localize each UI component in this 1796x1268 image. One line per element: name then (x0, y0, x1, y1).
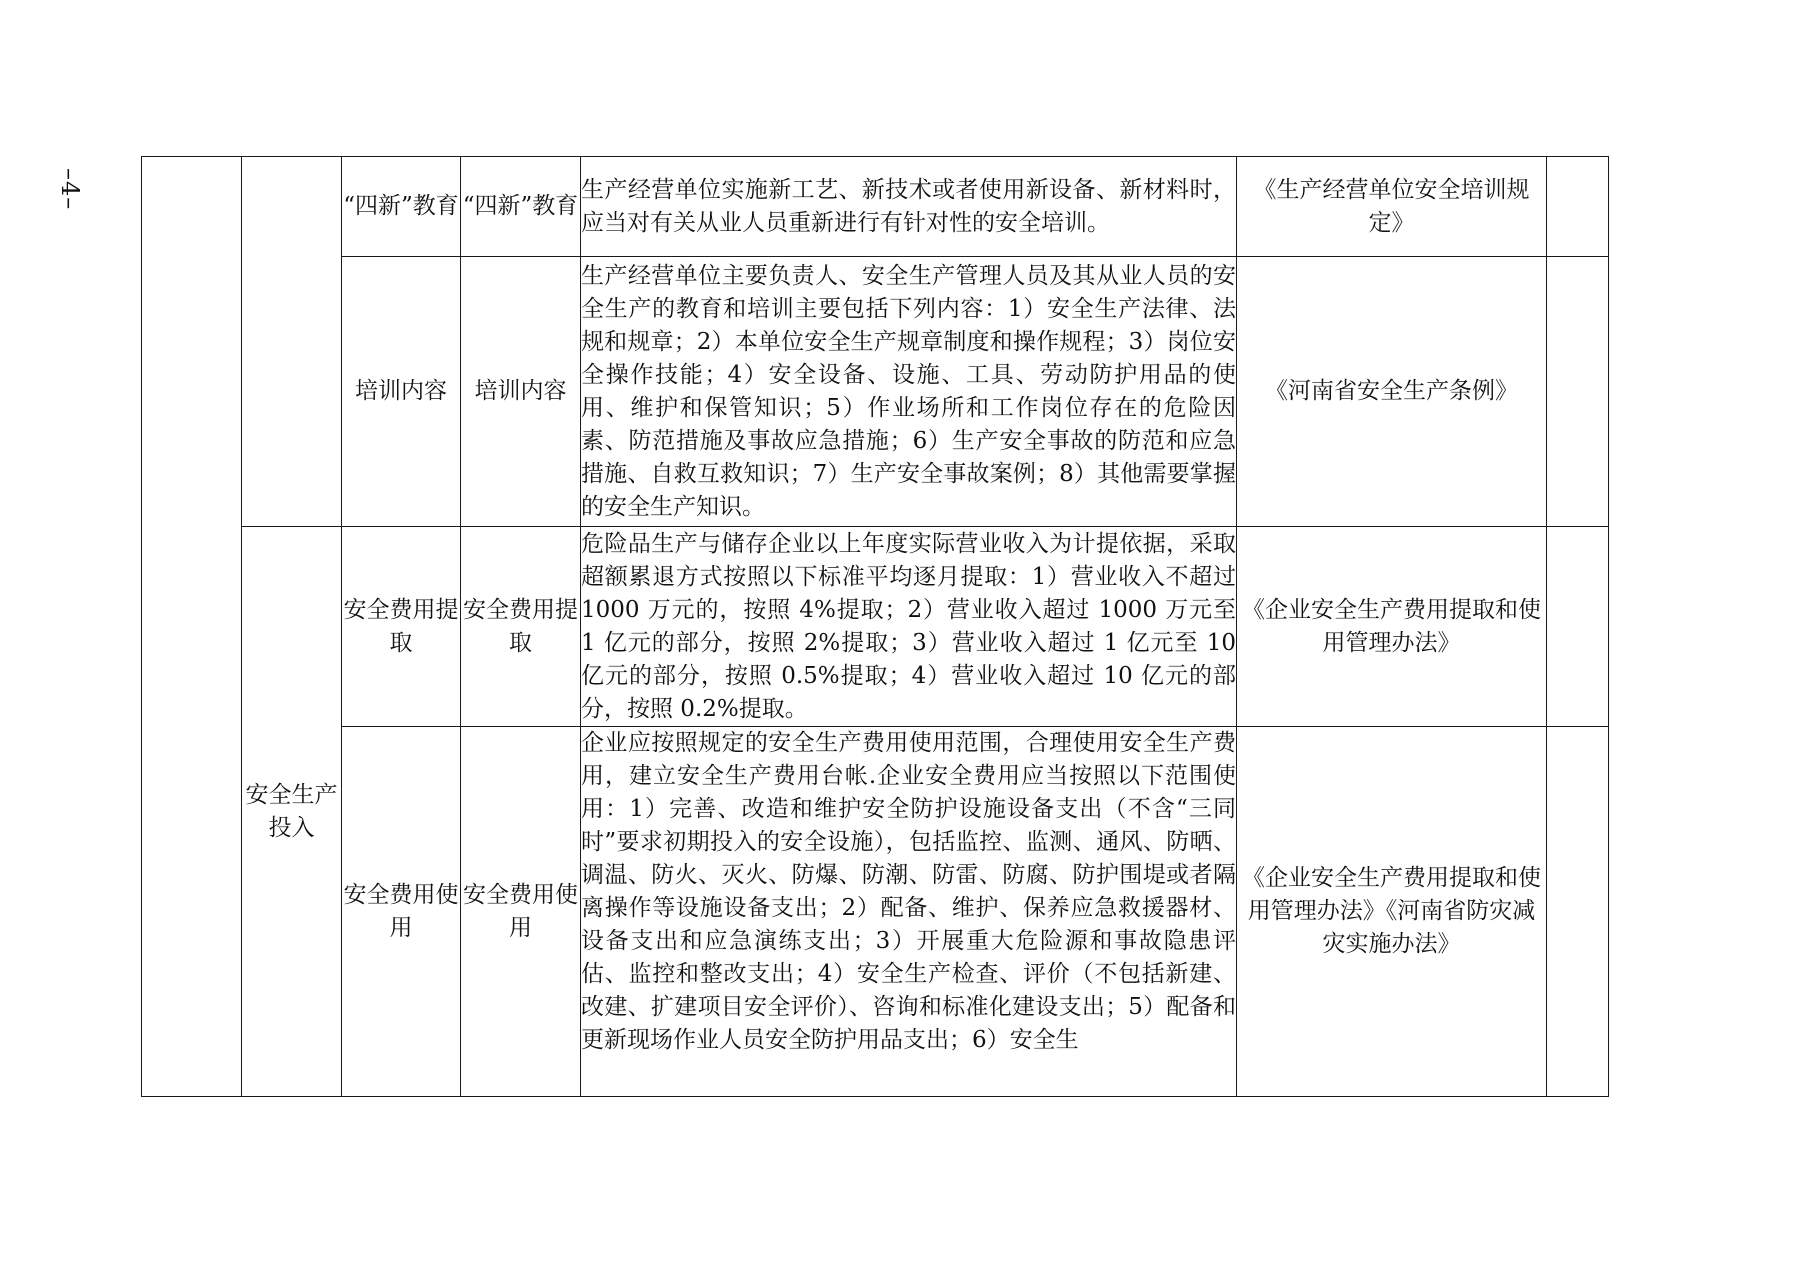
table-row (142, 257, 1609, 527)
table-row (142, 527, 1609, 727)
source-cell: 《生产经营单位安全培训规定》 (1237, 157, 1547, 257)
table-row (142, 727, 1609, 1097)
content-cell: 生产经营单位主要负责人、安全生产管理人员及其从业人员的安全生产的教育和培训主要包括下列内容：1）安全生产法律、法规和规章；2）本单位安全生产规章制度和操作规程；3）岗位安全操作技能；4）安全设备、设施、工具、劳动防护用品的使用、维护和保管知识；5）作业场所和工作岗位存在的危险因素、防范措施及事故应急措施；6）生产安全事故的防范和应急措施、自救互救知识；7）生产安全事故案例；8）其他需要掌握的安全生产知识。 (581, 257, 1237, 527)
remark-cell (1547, 257, 1609, 527)
remark-cell (1547, 527, 1609, 727)
remark-cell (1547, 157, 1609, 257)
sub-item-cell: “四新”教育 (461, 157, 581, 257)
item-cell: 安全费用提取 (342, 527, 461, 727)
table-row (142, 157, 1609, 257)
item-cell: 培训内容 (342, 257, 461, 527)
remark-cell (1547, 727, 1609, 1097)
page-number: –4– (56, 168, 84, 211)
sub-item-cell: 安全费用提取 (461, 527, 581, 727)
category-cell: 安全生产投入 (242, 527, 342, 1097)
category-cell (242, 157, 342, 527)
sub-item-cell: 培训内容 (461, 257, 581, 527)
item-cell: 安全费用使用 (342, 727, 461, 1097)
source-cell: 《河南省安全生产条例》 (1237, 257, 1547, 527)
regulation-table (141, 156, 1609, 1097)
content-text: 企业应按照规定的安全生产费用使用范围，合理使用安全生产费用，建立安全生产费用台帐.企业安全费用应当按照以下范围使用：1）完善、改造和维护安全防护设施设备支出（不含“三同时”要求初期投入的安全设施），包括监控、监测、通风、防晒、调温、防火、灭火、防爆、防潮、防雷、防腐、防护围堤或者隔离操作等设施设备支出；2）配备、维护、保养应急救援器材、设备支出和应急演练支出；3）开展重大危险源和事故隐患评估、监控和整改支出；4）安全生产检查、评价（不包括新建、改建、扩建项目安全评价）、咨询和标准化建设支出；5）配备和更新现场作业人员安全防护用品支出；6）安全生 (581, 730, 1236, 1053)
item-cell: “四新”教育 (342, 157, 461, 257)
source-cell: 《企业安全生产费用提取和使用管理办法》 (1237, 527, 1547, 727)
source-cell: 《企业安全生产费用提取和使用管理办法》《河南省防灾减灾实施办法》 (1237, 727, 1547, 1097)
sub-item-cell: 安全费用使用 (461, 727, 581, 1097)
blank-first-column-cell (142, 157, 242, 1097)
content-cell: 生产经营单位实施新工艺、新技术或者使用新设备、新材料时，应当对有关从业人员重新进行有针对性的安全培训。 (581, 157, 1237, 257)
content-cell (581, 727, 1237, 1097)
content-cell: 危险品生产与储存企业以上年度实际营业收入为计提依据，采取超额累退方式按照以下标准平均逐月提取：1）营业收入不超过 1000 万元的，按照 4%提取；2）营业收入超过 1000 万元至 1 亿元的部分，按照 2%提取；3）营业收入超过 1 亿元至 10 亿元的部分，按照 0.5%提取；4）营业收入超过 10 亿元的部分，按照 0.2%提取。 (581, 527, 1237, 727)
